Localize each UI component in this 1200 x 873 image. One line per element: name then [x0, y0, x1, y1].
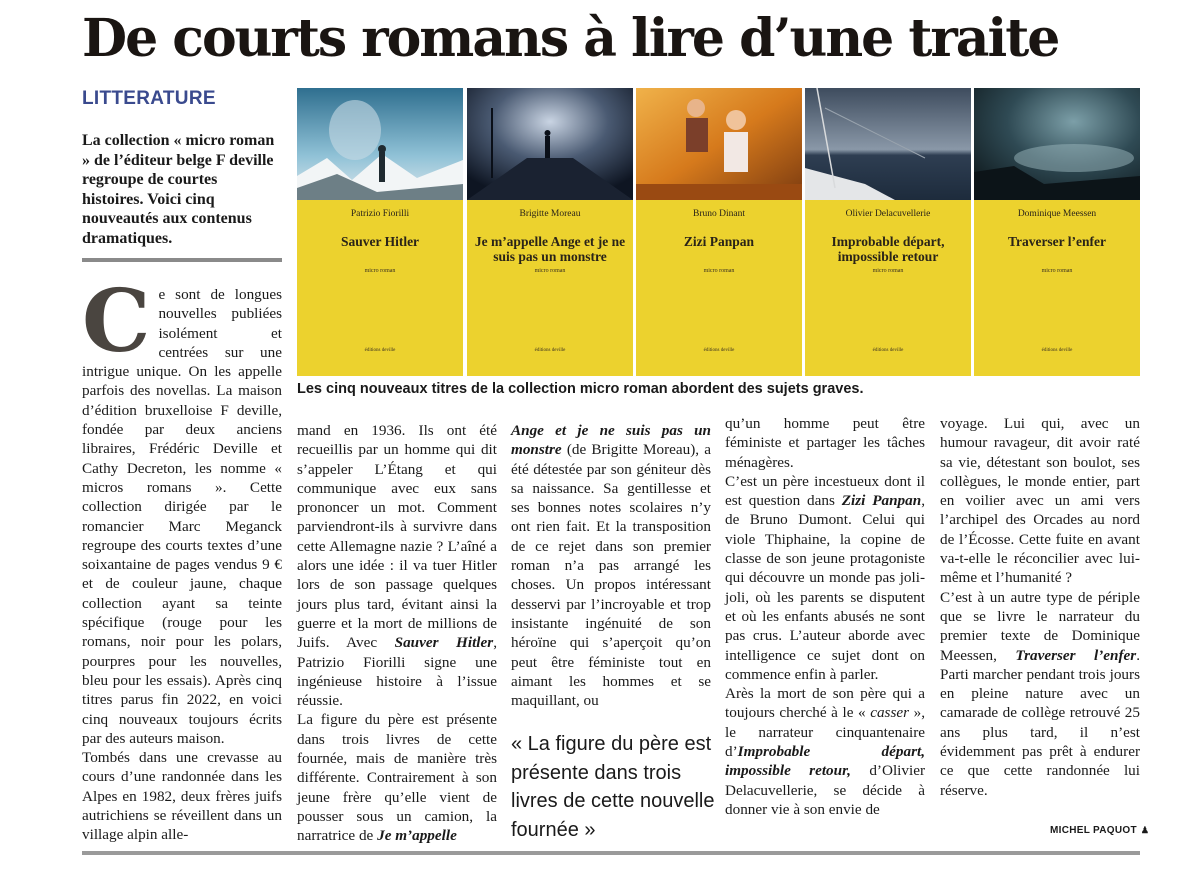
- lede-divider: [82, 258, 282, 262]
- text-column-1: [82, 271, 282, 845]
- text-run: Arès la mort de son père qui a toujours cherché à le «: [725, 685, 925, 722]
- book-cover-1: [297, 88, 463, 376]
- text-column-4: [725, 414, 925, 819]
- paragraph: [725, 472, 925, 684]
- cover-subtitle: micro roman: [872, 268, 904, 274]
- paragraph: voyage. Lui qui, avec un humour ravageur, dit avoir raté sa vie, détestant son boulot, ses collègues, le monde entier, part en voilier avec un ami vers l’archipel des Orcades au nord de l’Écosse. Cette fuite en avant va-t-elle le réconcilier avec lui-même et l’humanité ?: [940, 415, 1140, 587]
- lede: La collection « micro roman » de l’éditeur belge F deville regroupe de courtes histoires. Voici cinq nouveautés aux contenus dramatiques.: [82, 132, 275, 247]
- book-cover-4: [805, 88, 971, 376]
- drop-cap: C: [82, 271, 151, 372]
- paragraph: [297, 710, 497, 845]
- paragraph: [511, 421, 711, 710]
- cover-subtitle: micro roman: [364, 268, 396, 274]
- cover-publisher-logo: éditions deville: [703, 348, 735, 353]
- bottom-divider: [82, 851, 1140, 855]
- text-column-2: [297, 421, 497, 846]
- cover-author: Brigitte Moreau: [519, 209, 581, 219]
- text-run: (de Brigitte Moreau), a été détestée par son géniteur dès sa naissance. Sa gentillesse et ses bonnes notes scolaires n’y ont rien fait. Et la transposition de ce rejet dans son premier roman n’a pas arrangé les choses. Un propos intéressant desservi par l’incroyable et trop insistante ingénuité de son héroïne qui s’aperçoit qu’on peut être féministe tout en aimant les hommes et se maquillant, ou: [511, 441, 711, 710]
- paragraph: [725, 684, 925, 819]
- paragraph: Tombés dans une crevasse au cours d’une randonnée dans les Alpes en 1982, deux frères juifs autrichiens se réveillent dans un village alpin alle-: [82, 749, 282, 844]
- text-run: C’est à un autre type de périple que se livre le narrateur du premier texte de Dominique Meessen,: [940, 588, 1140, 664]
- cover-subtitle: micro roman: [703, 268, 735, 274]
- text-run: C’est un père incestueux dont il est question dans: [725, 472, 925, 510]
- text-column-3: [511, 421, 711, 710]
- book-cover-3: [636, 88, 802, 376]
- text-run: , Patrizio Fiorilli signe une ingénieuse histoire à l’issue réussie.: [297, 634, 497, 710]
- book-title: Traverser l’enfer: [1015, 646, 1137, 664]
- text-run: e sont de longues nouvelles publiées isolément et centrées sur une intrigue unique. On les appelle parfois des novellas. La maison d’édition bruxelloise F deville, fondée par deux anciens libraires, Frédéric Deville et Cathy Decreton, les nomme « micros romans ». Cette collection dirigée par le romancier Marc Meganck regroupe des courts textes d’une soixantaine de pages vendus 9 € et de couleur jaune, chaque collection ayant sa teinte spécifique (rouge pour les romans, noir pour les polars, pourpres pour les nouvelles, bleu pour les essais). Après cinq titres parus fin 2022, en voici cinq nouveaux toujours écrits par des auteurs maison.: [82, 286, 282, 747]
- author-signature: [1050, 825, 1149, 836]
- cover-author: Bruno Dinant: [693, 209, 745, 219]
- text-run: casser: [870, 704, 910, 722]
- cover-author: Patrizio Fiorilli: [350, 209, 410, 219]
- photo-caption: Les cinq nouveaux titres de la collection micro roman abordent des sujets graves.: [297, 381, 864, 397]
- pull-quote: « La figure du père est présente dans trois livres de cette nouvelle fournée »: [511, 733, 715, 841]
- cover-title: Je m’appelle Ange et je ne suis pas un monstre: [474, 234, 626, 264]
- cover-subtitle: micro roman: [534, 268, 566, 274]
- headline: De courts romans à lire d’une traite: [82, 8, 1059, 69]
- book-title: Ange et je ne suis pas un monstre: [511, 422, 711, 459]
- book-cover-5: [974, 88, 1140, 376]
- cover-title: Zizi Panpan: [683, 234, 755, 249]
- signature-name: MICHEL PAQUOT: [1050, 825, 1137, 836]
- cover-subtitle: micro roman: [1041, 268, 1073, 274]
- book-cover-2: [467, 88, 633, 376]
- cover-photo-street: [467, 88, 633, 200]
- paragraph: [82, 271, 282, 748]
- cover-author: Dominique Meessen: [1017, 209, 1097, 219]
- text-run: d’Olivier Delacuvellerie, se décide à donner vie à son envie de: [725, 762, 925, 818]
- paragraph: qu’un homme peut être féministe et partager les tâches ménagères.: [725, 415, 925, 471]
- cover-photo-children: [636, 88, 802, 200]
- section-rubric: LITTERATURE: [82, 88, 216, 109]
- cover-publisher-logo: éditions deville: [364, 348, 396, 353]
- cover-publisher-logo: éditions deville: [534, 348, 566, 353]
- cover-publisher-logo: éditions deville: [872, 348, 904, 353]
- book-title: Je m’appelle: [377, 827, 457, 845]
- book-title: Sauver Hitler: [394, 634, 494, 652]
- book-covers: [297, 88, 1140, 376]
- text-run: », le narrateur cinquantenaire d’: [725, 704, 925, 761]
- cover-author: Olivier Delacuvellerie: [845, 209, 931, 219]
- book-title: Zizi Panpan: [841, 492, 922, 510]
- text-column-5: [940, 414, 1140, 800]
- cover-photo-mountain: [297, 88, 463, 200]
- cover-publisher-logo: éditions deville: [1041, 348, 1073, 353]
- cover-title: Traverser l’enfer: [1007, 234, 1107, 249]
- text-run: La figure du père est présente dans trois livres de cette fournée, mais de manière très différente. Contrairement à son jeune frère qu’elle vient de pousser sous un camion, la narratrice de: [297, 711, 497, 845]
- cover-title: Improbable départ, impossible retour: [831, 234, 945, 264]
- cover-photo-storm: [974, 88, 1140, 200]
- text-run: . Parti marcher pendant trois jours en pleine nature avec un camarade de collège retrouvé 25 ans plus tard, il n’est évidemment pas prêt à endurer ce que cette randonnée lui réserve.: [940, 646, 1140, 799]
- person-icon: ♟: [1140, 825, 1150, 835]
- text-run: mand en 1936. Ils ont été recueillis par un homme qui dit s’appeler L’Étang et qui communique avec eux sans prononcer un mot. Comment parviendront-ils à survivre dans cette Allemagne nazie ? L’aîné a alors une idée : il va tuer Hitler lors de son passage quelques jours plus tard, évitant ainsi la guerre et la mort de millions de Juifs. Avec: [297, 422, 497, 652]
- book-title: Improbable départ, impossible retour,: [725, 743, 925, 780]
- text-run: , de Bruno Dumont. Celui qui viole Thiphaine, la copine de classe de son jeune protagoniste qui découvre un monde pas joli-joli, où les parents se disputent et où les enfants abusés ne sont pas crus. L’auteur aborde avec intelligence ce sujet dont on commence enfin à parler.: [725, 492, 925, 683]
- paragraph: [297, 421, 497, 710]
- cover-photo-sailboat: [805, 88, 971, 200]
- cover-title: Sauver Hitler: [340, 234, 420, 249]
- paragraph: [940, 588, 1140, 800]
